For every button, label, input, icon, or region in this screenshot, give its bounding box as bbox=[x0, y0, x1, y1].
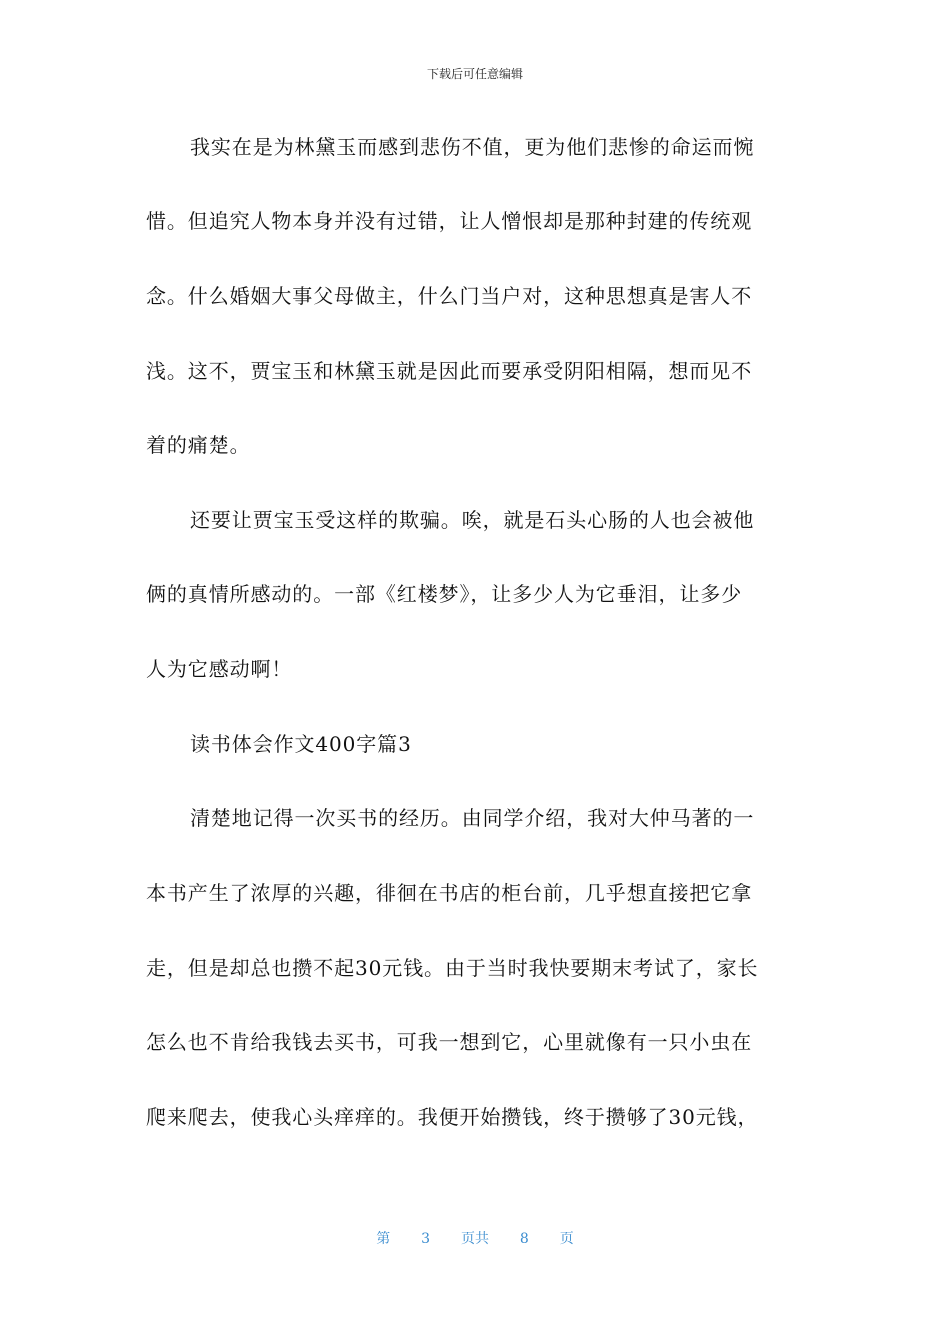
footer-prefix: 第 bbox=[376, 1231, 391, 1247]
paragraph-line: 惜。但追究人物本身并没有过错，让人憎恨却是那种封建的传统观 bbox=[146, 209, 753, 233]
section-heading: 读书体会作文400字篇3 bbox=[190, 732, 412, 756]
footer-page-number: 3 bbox=[421, 1231, 431, 1247]
footer-total-pages: 8 bbox=[519, 1231, 529, 1247]
paragraph-line: 怎么也不肯给我钱去买书，可我一想到它，心里就像有一只小虫在 bbox=[146, 1030, 753, 1054]
paragraph-line: 着的痛楚。 bbox=[146, 433, 251, 457]
paragraph-line: 爬来爬去，使我心头痒痒的。我便开始攒钱，终于攒够了30元钱， bbox=[146, 1105, 759, 1129]
paragraph-line: 清楚地记得一次买书的经历。由同学介绍，我对大仲马著的一 bbox=[190, 806, 755, 830]
footer-suffix: 页 bbox=[559, 1231, 574, 1247]
paragraph-line: 本书产生了浓厚的兴趣，徘徊在书店的柜台前，几乎想直接把它拿 bbox=[146, 881, 753, 905]
page-footer bbox=[0, 1230, 950, 1248]
paragraph-line: 我实在是为林黛玉而感到悲伤不值，更为他们悲惨的命运而惋 bbox=[190, 135, 755, 159]
paragraph-line: 走，但是却总也攒不起30元钱。由于当时我快要期末考试了，家长 bbox=[146, 956, 759, 980]
paragraph-line: 浅。这不，贾宝玉和林黛玉就是因此而要承受阴阳相隔，想而见不 bbox=[146, 359, 753, 383]
page-header: 下载后可任意编辑 bbox=[426, 67, 523, 81]
paragraph-line: 念。什么婚姻大事父母做主，什么门当户对，这种思想真是害人不 bbox=[146, 284, 753, 308]
paragraph-line: 俩的真情所感动的。一部《红楼梦》，让多少人为它垂泪，让多少 bbox=[146, 582, 743, 606]
paragraph-line: 还要让贾宝玉受这样的欺骗。唉，就是石头心肠的人也会被他 bbox=[190, 508, 755, 532]
footer-middle: 页共 bbox=[461, 1231, 489, 1247]
paragraph-line: 人为它感动啊！ bbox=[146, 657, 293, 681]
